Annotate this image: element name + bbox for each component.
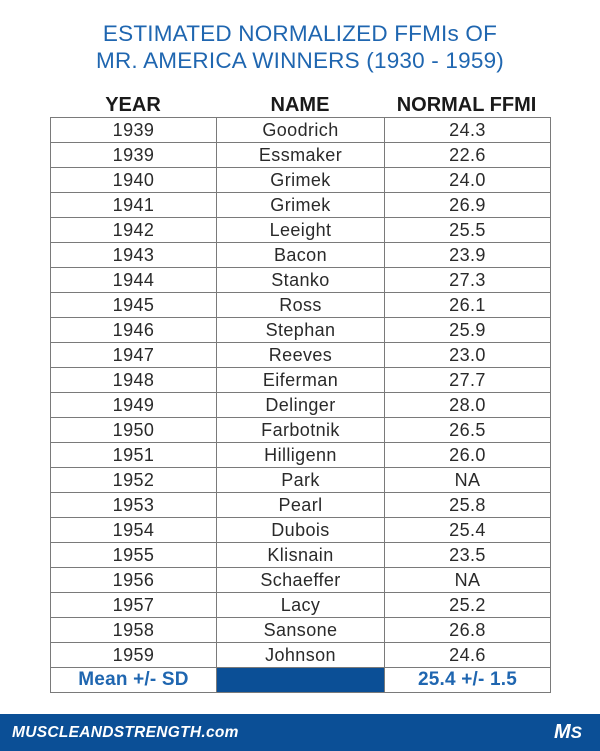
name-cell: Klisnain [217, 543, 385, 568]
name-cell: Eiferman [217, 368, 385, 393]
year-cell: 1953 [51, 493, 217, 518]
year-cell: 1956 [51, 568, 217, 593]
ffmi-cell: NA [385, 468, 551, 493]
summary-label: Mean +/- SD [51, 668, 217, 693]
year-cell: 1958 [51, 618, 217, 643]
table-row [51, 468, 551, 493]
table-row [51, 293, 551, 318]
year-cell: 1945 [51, 293, 217, 318]
name-cell: Sansone [217, 618, 385, 643]
year-cell: 1955 [51, 543, 217, 568]
ms-logo-icon: MS [553, 721, 582, 743]
year-cell: 1943 [51, 243, 217, 268]
ffmi-cell: 25.8 [385, 493, 551, 518]
year-cell: 1944 [51, 268, 217, 293]
table-row [51, 493, 551, 518]
table-row [51, 143, 551, 168]
ffmi-cell: 27.7 [385, 368, 551, 393]
year-cell: 1948 [51, 368, 217, 393]
year-cell: 1946 [51, 318, 217, 343]
ffmi-cell: 23.5 [385, 543, 551, 568]
name-cell: Ross [217, 293, 385, 318]
table-row [51, 593, 551, 618]
table-body [51, 118, 551, 668]
table-row [51, 218, 551, 243]
name-cell: Stephan [217, 318, 385, 343]
name-cell: Leeight [217, 218, 385, 243]
year-cell: 1940 [51, 168, 217, 193]
table-row [51, 343, 551, 368]
ffmi-cell: 24.6 [385, 643, 551, 668]
table-row [51, 368, 551, 393]
table-row [51, 568, 551, 593]
table-row [51, 268, 551, 293]
ffmi-cell: 25.4 [385, 518, 551, 543]
column-header-name: NAME [270, 94, 330, 116]
year-cell: 1942 [51, 218, 217, 243]
table-row [51, 243, 551, 268]
name-cell: Goodrich [217, 118, 385, 143]
column-header-year: YEAR [105, 94, 161, 116]
title-line-1: ESTIMATED NORMALIZED FFMIs OF [102, 21, 498, 46]
table-row [51, 393, 551, 418]
name-cell: Hilligenn [217, 443, 385, 468]
table-row [51, 418, 551, 443]
ffmi-cell: 26.0 [385, 443, 551, 468]
ffmi-cell: 27.3 [385, 268, 551, 293]
table-row [51, 118, 551, 143]
title-line-2: MR. AMERICA WINNERS (1930 - 1959) [96, 48, 504, 73]
ffmi-cell: 25.9 [385, 318, 551, 343]
summary-blank-cell [217, 668, 385, 693]
year-cell: 1950 [51, 418, 217, 443]
name-cell: Reeves [217, 343, 385, 368]
table-row [51, 643, 551, 668]
ffmi-cell: 26.5 [385, 418, 551, 443]
footer-bar [0, 714, 600, 751]
ffmi-cell: 26.1 [385, 293, 551, 318]
year-cell: 1959 [51, 643, 217, 668]
ffmi-cell: 26.9 [385, 193, 551, 218]
name-cell: Essmaker [217, 143, 385, 168]
table-row [51, 618, 551, 643]
name-cell: Park [217, 468, 385, 493]
ffmi-cell: 24.3 [385, 118, 551, 143]
year-cell: 1957 [51, 593, 217, 618]
ffmi-cell: 24.0 [385, 168, 551, 193]
summary-row [51, 668, 551, 693]
ffmi-cell: NA [385, 568, 551, 593]
table-row [51, 443, 551, 468]
ffmi-table [50, 117, 551, 693]
column-header-ffmi: NORMAL FFMI [396, 94, 537, 116]
name-cell: Bacon [217, 243, 385, 268]
ffmi-cell: 22.6 [385, 143, 551, 168]
ffmi-cell: 23.9 [385, 243, 551, 268]
year-cell: 1939 [51, 143, 217, 168]
ffmi-cell: 25.5 [385, 218, 551, 243]
table-row [51, 543, 551, 568]
year-cell: 1951 [51, 443, 217, 468]
footer-site-name: MUSCLEANDSTRENGTH.com [12, 724, 239, 741]
ffmi-cell: 28.0 [385, 393, 551, 418]
name-cell: Grimek [217, 193, 385, 218]
year-cell: 1941 [51, 193, 217, 218]
ffmi-cell: 25.2 [385, 593, 551, 618]
table-row [51, 518, 551, 543]
name-cell: Grimek [217, 168, 385, 193]
year-cell: 1954 [51, 518, 217, 543]
name-cell: Johnson [217, 643, 385, 668]
ffmi-cell: 26.8 [385, 618, 551, 643]
year-cell: 1939 [51, 118, 217, 143]
table-row [51, 193, 551, 218]
table-row [51, 318, 551, 343]
year-cell: 1952 [51, 468, 217, 493]
name-cell: Stanko [217, 268, 385, 293]
name-cell: Schaeffer [217, 568, 385, 593]
name-cell: Dubois [217, 518, 385, 543]
infographic-title [0, 20, 600, 74]
year-cell: 1949 [51, 393, 217, 418]
summary-value: 25.4 +/- 1.5 [385, 668, 551, 693]
year-cell: 1947 [51, 343, 217, 368]
name-cell: Farbotnik [217, 418, 385, 443]
name-cell: Lacy [217, 593, 385, 618]
name-cell: Delinger [217, 393, 385, 418]
ffmi-cell: 23.0 [385, 343, 551, 368]
name-cell: Pearl [217, 493, 385, 518]
table-row [51, 168, 551, 193]
